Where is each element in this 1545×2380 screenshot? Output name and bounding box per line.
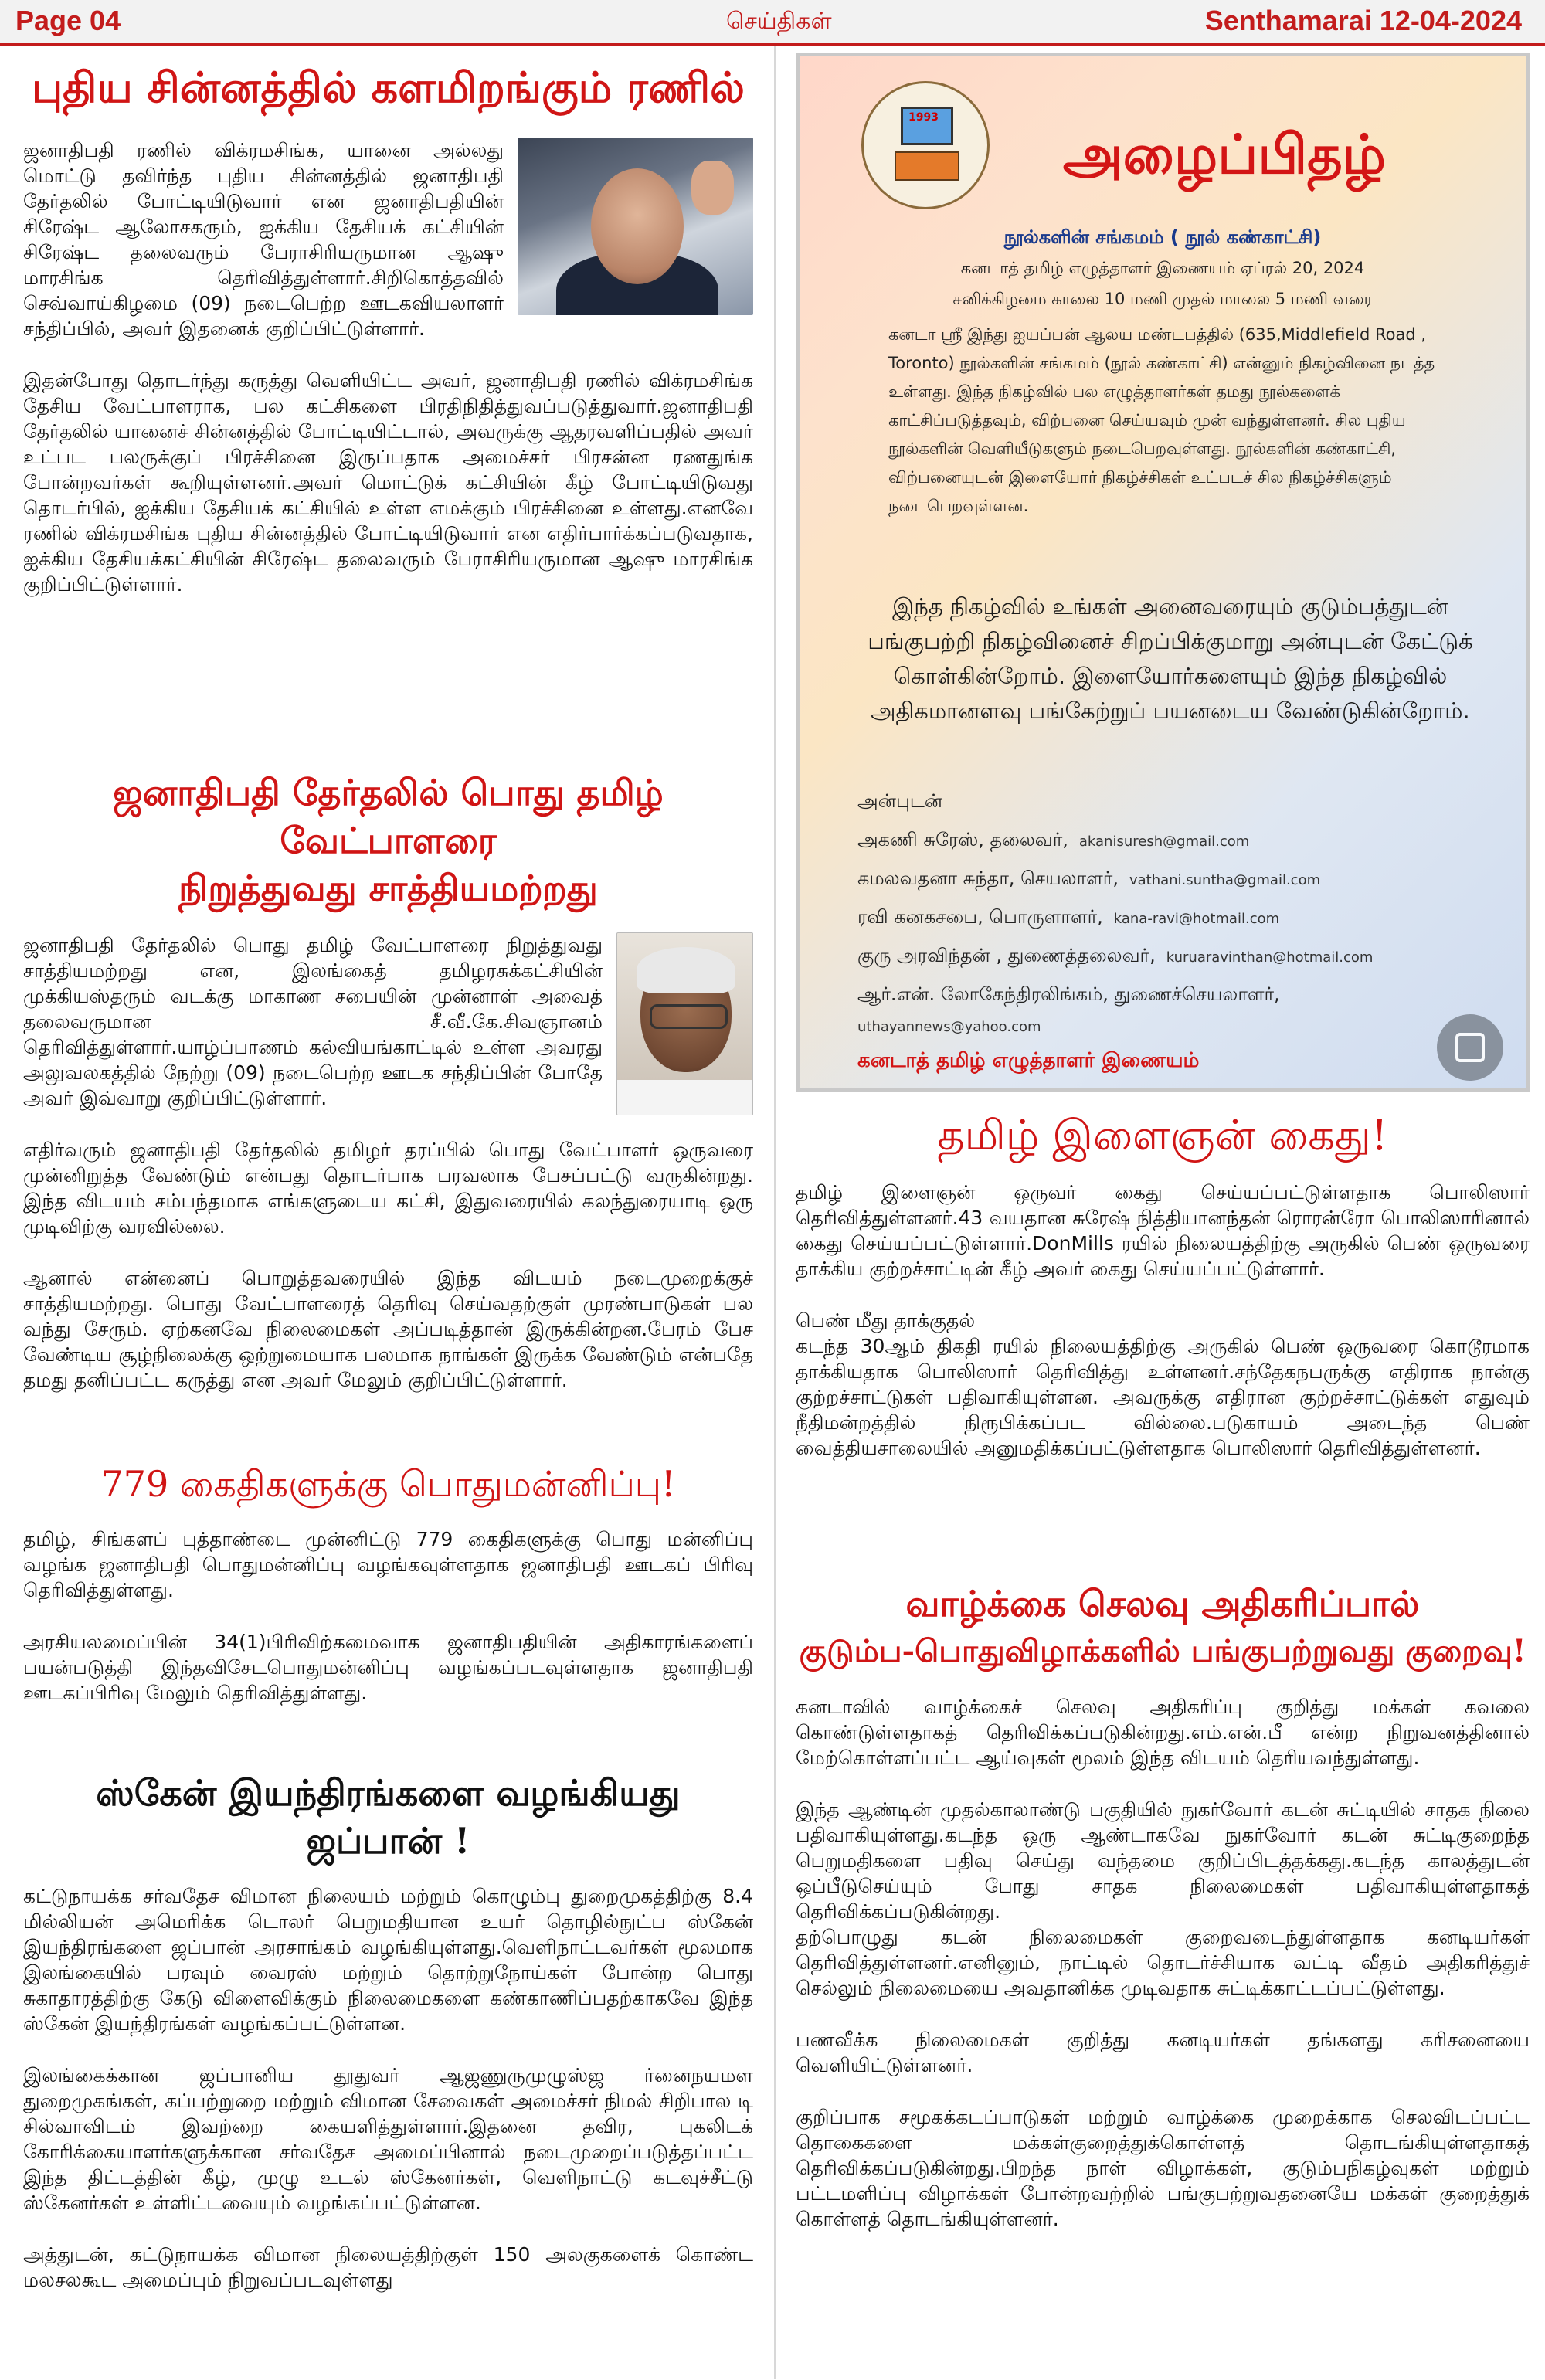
invitation-body: கனடா ஸ்ரீ இந்து ஐயப்பன் ஆலய மண்டபத்தில் (635,Middlefield Road , Toronto) நூல்களின் சங்கமம் (நூல் கண்காட்சி) என்னும் நிகழ்வினை நடத்த உள்ளது. இந்த நிகழ்வில் பல எழுத்தாளர்கள் தமது நூல்களைக் காட்சிப்படுத்தவும், விற்பனை செய்யவும் முன் வந்துள்ளனர். சில புதிய நூல்களின் வெளியீடுகளும் நடைபெறவுள்ளது. நூல்களின் கண்காட்சி, விற்பனையுடன் இளையோர் நிகழ்ச்சிகள் உட்படச் சில நிகழ்ச்சிகளும் நடைபெறவுள்ளன. [888, 325, 1435, 515]
masthead-date: Senthamarai 12-04-2024 [1204, 5, 1522, 36]
association-logo: 1993 [861, 81, 990, 209]
article-title-line2: குடும்ப-பொதுவிழாக்களில் பங்குபற்றுவது குறைவு! [799, 1633, 1526, 1669]
invitation-line1: கனடாத் தமிழ் எழுத்தாளர் இணையம் ஏப்ரல் 20, 2024 [960, 259, 1365, 277]
page-number: Page 04 [15, 5, 121, 36]
article-paragraph: ஜனாதிபதி ரணில் விக்ரமசிங்க, யானை அல்லது மொட்டு தவிர்ந்த புதிய சின்னத்தில் ஜனாதிபதி தேர்தலில் போட்டியிடுவார் என ஜனாதிபதியின் சிரேஷ்ட ஆலோசகரும், ஐக்கிய தேசியக் கட்சியின் சிரேஷ்ட தலைவரும் பேராசிரியருமான ஆஷு மாரசிங்க தெரிவித்துள்ளார்.சிறிகொத்தவில் செவ்வாய்கிழமை (09) நடைபெற்ற ஊடகவியலாளர் சந்திப்பில், அவர் இதனைக் குறிப்பிட்டுள்ளார். [23, 139, 504, 340]
signatory: குரு அரவிந்தன் , துணைத்தலைவர், kuruaravinthan@hotmail.com [857, 945, 1374, 966]
invitation-title: அழைப்பிதழ் [1062, 122, 1387, 186]
invitation-line2: சனிக்கிழமை காலை 10 மணி முதல் மாலை 5 மணி வரை [952, 290, 1373, 308]
right-column [796, 46, 1530, 2380]
signatory: கமலவதனா சுந்தா, செயலாளர், vathani.suntha@gmail.com [857, 867, 1321, 889]
article-common-candidate [23, 769, 753, 1419]
article-paragraph: தமிழ் இளைஞன் ஒருவர் கைது செய்யப்பட்டுள்ளதாக பொலிஸார் தெரிவித்துள்ளனர்.43 வயதான சுரேஷ் நித்தியானந்தன் ரொரன்ரோ பொலிஸாரினால் கைது செய்யப்பட்டுள்ளார்.DonMills ரயில் நிலையத்திற்கு அருகில் பெண் ஒருவரை தாக்கிய குற்றச்சாட்டின் கீழ் அவர் கைது செய்யப்பட்டுள்ளார். [796, 1181, 1530, 1280]
page-header [0, 0, 1545, 46]
article-paragraph: இலங்கைக்கான ஜப்பானிய தூதுவர் ஆஜணுருமுழுஸ்ஜ ர்னைநயமள துறைமுகங்கள், கப்பற்றுறை மற்றும் விமான சேவைகள் அமைச்சர் நிமல் சிறிபால டி சில்வாவிடம் இவற்றை கையளித்துள்ளார்.இதனை தவிர, புகலிடக் கோரிக்கையாளர்களுக்கான சர்வதேச அமைப்பினால் நடைமுறைப்படுத்தப்பட்ட இந்த திட்டத்தின் கீழ், முழு உடல் ஸ்கேனர்கள், வெளிநாட்டு கடவுச்சீட்டு ஸ்கேனர்கள் உள்ளிட்டவையும் வழங்கப்பட்டுள்ளன. [23, 2064, 753, 2214]
article-ranil [23, 60, 753, 623]
article-title: தமிழ் இளைஞன் கைது! [937, 1111, 1388, 1159]
article-paragraph: அரசியலமைப்பின் 34(1)பிரிவிற்கமைவாக ஜனாதிபதியின் அதிகாரங்களைப் பயன்படுத்தி இந்தவிசேடபொதுமன்னிப்பு வழங்கப்படவுள்ளதாக ஜனாதிபதி ஊடகப்பிரிவு மேலும் தெரிவித்துள்ளது. [23, 1631, 753, 1704]
article-title-line1: ஜனாதிபதி தேர்தலில் பொது தமிழ் வேட்பாளரை [113, 772, 664, 861]
invitation-message: இந்த நிகழ்வில் உங்கள் அனைவரையும் குடும்பத்துடன் பங்குபற்றி நிகழ்வினைச் சிறப்பிக்குமாறு அன்புடன் கேட்டுக் கொள்கின்றோம். இளையோர்களையும் இந்த நிகழ்வில் அதிகமானளவு பங்கேற்றுப் பயனடைய வேண்டுகின்றோம். [868, 593, 1473, 724]
ranil-photo [518, 138, 753, 315]
article-paragraph: அத்துடன், கட்டுநாயக்க விமான நிலையத்திற்குள் 150 அலகுகளைக் கொண்ட மலசலகூட அமைப்பும் நிறுவப்படவுள்ளது [23, 2243, 753, 2291]
article-scanners [23, 1769, 753, 2319]
left-column [23, 46, 753, 2380]
article-title: 779 கைதிகளுக்கு பொதுமன்னிப்பு! [100, 1463, 676, 1505]
article-cost-of-living [796, 1580, 1530, 2258]
article-paragraph: தமிழ், சிங்களப் புத்தாண்டை முன்னிட்டு 779 கைதிகளுக்கு பொது மன்னிப்பு வழங்க ஜனாதிபதி பொதுமன்னிப்பு வழங்கவுள்ளதாக ஜனாதிபதி ஊடகப் பிரிவு தெரிவித்துள்ளது. [23, 1528, 753, 1601]
article-paragraph: இதன்போது தொடர்ந்து கருத்து வெளியிட்ட அவர், ஜனாதிபதி ரணில் விக்ரமசிங்க தேசிய வேட்பாளராக, பல கட்சிகளை பிரதிநிதித்துவப்படுத்துவார்.ஜனாதிபதி தேர்தலில் யானைச் சின்னத்தில் போட்டியிட்டால், அவருக்கு ஆதரவளிப்பதில் அவர் உட்பட பலருக்குப் பிரச்சினை இருப்பதாக அமைச்சர் பிரசன்ன ரணதுங்க போன்றவர்கள் கூறியுள்ளனர்.அவர் மொட்டுக் கட்சியின் கீழ் போட்டியிடுவது தொடர்பில், ஐக்கிய தேசியக் கட்சியில் உள்ள எமக்கும் பிரச்சினை உள்ளது.எனவே ரணில் விக்ரமசிங்க புதிய சின்னத்தில் போட்டியிடுவார் என எதிர்பார்க்கப்படுவதாக, ஐக்கிய தேசியக்கட்சியின் சிரேஷ்ட தலைவரும் பேராசிரியருமான ஆஷு மாரசிங்க குறிப்பிட்டுள்ளார். [23, 369, 753, 596]
article-paragraph: ஜனாதிபதி தேர்தலில் பொது தமிழ் வேட்பாளரை நிறுத்துவது சாத்தியமற்றது என, இலங்கைத் தமிழரசுக்கட்சியின் முக்கியஸ்தரும் வடக்கு மாகாண சபையின் முன்னாள் அவைத் தலைவருமான சீ.வீ.கே.சிவஞானம் தெரிவித்துள்ளார்.யாழ்ப்பாணம் கல்வியங்காட்டில் உள்ள அவரது அலுவலகத்தில் நேற்று (09) நடைபெற்ற ஊடக சந்திப்பின் போதே அவர் இவ்வாறு குறிப்பிட்டுள்ளார். [23, 934, 603, 1109]
article-title-line1: வாழ்க்கை செலவு அதிகரிப்பால் [905, 1583, 1420, 1625]
article-paragraph: கனடாவில் வாழ்க்கைச் செலவு அதிகரிப்பு குறித்து மக்கள் கவலை கொண்டுள்ளதாகத் தெரிவிக்கப்படுகின்றது.எம்.என்.பீ என்ற நிறுவனத்தினால் மேற்கொள்ளப்பட்ட ஆய்வுகள் மூலம் இந்த விடயம் தெரியவந்துள்ளது. [796, 1696, 1530, 1769]
signatory-email: uthayannews@yahoo.com [857, 1019, 1041, 1035]
signatory: ஆர்.என். லோகேந்திரலிங்கம், துணைச்செயலாளர், [857, 983, 1280, 1005]
article-paragraph: பணவீக்க நிலைமைகள் குறித்து கனடியர்கள் தங்களது கரிசனையை வெளியிட்டுள்ளனர். [796, 2029, 1530, 2076]
section-name: செய்திகள் [726, 8, 832, 35]
sivagnanam-photo [616, 932, 753, 1115]
invitation-subtitle: நூல்களின் சங்கமம் ( நூல் கண்காட்சி) [1003, 226, 1322, 248]
article-paragraph: கட்டுநாயக்க சர்வதேச விமான நிலையம் மற்றும் கொழும்பு துறைமுகத்திற்கு 8.4 மில்லியன் அமெரிக்க டொலர் பெறுமதியான உயர் தொழில்நுட்ப ஸ்கேன் இயந்திரங்களை ஜப்பான் அரசாங்கம் வழங்கியுள்ளது.வெளிநாட்டவர்கள் மூலமாக இலங்கையில் பரவும் வைரஸ் மற்றும் தொற்றுநோய்கள் போன்ற பொது சுகாதாரத்திற்கு கேடு விளைவிக்கும் நிலைமைகளை கண்காணிப்பதற்காகவே இந்த ஸ்கேன் இயந்திரங்கள் வழங்கப்பட்டுள்ளன. [23, 1885, 753, 2035]
article-title: ஸ்கேன் இயந்திரங்களை வழங்கியது ஜப்பான் ! [96, 1772, 681, 1862]
article-title: புதிய சின்னத்தில் களமிறங்கும் ரணில் [31, 63, 745, 112]
article-subheading: பெண் மீது தாக்குதல் [796, 1309, 976, 1332]
article-title-line2: நிறுத்துவது சாத்தியமற்றது [178, 867, 598, 909]
invitation-greeting: அன்புடன் [857, 790, 943, 812]
article-paragraph: கடந்த 30ஆம் திகதி ரயில் நிலையத்திற்கு அருகில் பெண் ஒருவரை கொடூரமாக தாக்கியதாக பொலிஸார் தெரிவித்து உள்ளனர்.சந்தேகநபருக்கு எதிராக நான்கு குற்றச்சாட்டுகள் பதிவாகியுள்ளன. அவருக்கு எதிரான குற்றச்சாட்டுக்கள் எதுவும் நீதிமன்றத்தில் நிரூபிக்கப்பட வில்லை.படுகாயம் அடைந்த பெண் வைத்தியசாலையில் அனுமதிக்கப்பட்டுள்ளதாக பொலிஸார் தெரிவித்துள்ளனர். [796, 1335, 1530, 1459]
column-divider [774, 46, 776, 2379]
article-paragraph: ஆனால் என்னைப் பொறுத்தவரையில் இந்த விடயம் நடைமுறைக்குச் சாத்தியமற்றது. பொது வேட்பாளரைத் தெரிவு செய்வதற்குள் முரண்பாடுகள் பல வந்து சேரும். ஏற்கனவே நிலைமைகள் அப்படித்தான் இருக்கின்றன.பேரம் பேச வேண்டிய சூழ்நிலைக்கு ஒற்றுமையாக பலமாக நாங்கள் இருக்க வேண்டும் என்பதே தமது தனிப்பட்ட கருத்து என அவர் மேலும் குறிப்பிட்டுள்ளார். [23, 1267, 753, 1391]
signatory: அகணி சுரேஸ், தலைவர், akanisuresh@gmail.com [857, 829, 1250, 850]
article-pardon [23, 1460, 753, 1732]
article-paragraph: குறிப்பாக சமூகக்கடப்பாடுகள் மற்றும் வாழ்க்கை முறைக்காக செலவிடப்பட்ட தொகைகளை மக்கள்குறைத்துக்கொள்ளத் தொடங்கியுள்ளதாகத் தெரிவிக்கப்படுகின்றது.பிறந்த நாள் விழாக்கள், குடும்பநிகழ்வுகள் மற்றும் பட்டமளிப்பு விழாக்கள் போன்றவற்றில் பங்குபற்றுவதனையே மக்கள் குறைத்துக் கொள்ளத் தொடங்கியுள்ளனர். [796, 2106, 1530, 2230]
signatory: ரவி கனகசபை, பொருளாளர், kana-ravi@hotmail.com [857, 906, 1280, 928]
article-paragraph: இந்த ஆண்டின் முதல்காலாண்டு பகுதியில் நுகர்வோர் கடன் சுட்டியில் சாதக நிலை பதிவாகியுள்ளது.கடந்த ஒரு ஆண்டாகவே நுகர்வோர் கடன் சுட்டிகுறைந்த பெறுமதிகளை பதிவு செய்து வந்தமை குறிப்பிடத்தக்கது.கடந்த காலத்துடன் ஒப்பீடுசெய்யும் போது சாதக நிலைமைகள் பதிவாகியுள்ளதாகத் தெரிவிக்கப்படுகின்றது. தற்பொழுது கடன் நிலைமைகள் குறைவடைந்துள்ளதாக கனடியர்கள் தெரிவித்துள்ளனர்.எனினும், நாட்டில் தொடர்ச்சியாக வட்டி வீதம் அதிகரித்துச் செல்லும் நிலைமையை அவதானிக்க முடிவதாக சுட்டிக்காட்டப்பட்டுள்ளது. [796, 1798, 1530, 1999]
article-paragraph: எதிர்வரும் ஜனாதிபதி தேர்தலில் தமிழர் தரப்பில் பொது வேட்பாளர் ஒருவரை முன்னிறுத்த வேண்டும் என்பது தொடர்பாக பரவலாக பேசப்பட்டு வருகின்றது. இந்த விடயம் சம்பந்தமாக எங்களுடைய கட்சி, இதுவரையில் கலந்துரையாடி ஒரு முடிவிற்கு வரவில்லை. [23, 1139, 753, 1238]
organisation-name: கனடாத் தமிழ் எழுத்தாளர் இணையம் [857, 1049, 1200, 1072]
article-tamil-youth-arrest [796, 1109, 1530, 1487]
